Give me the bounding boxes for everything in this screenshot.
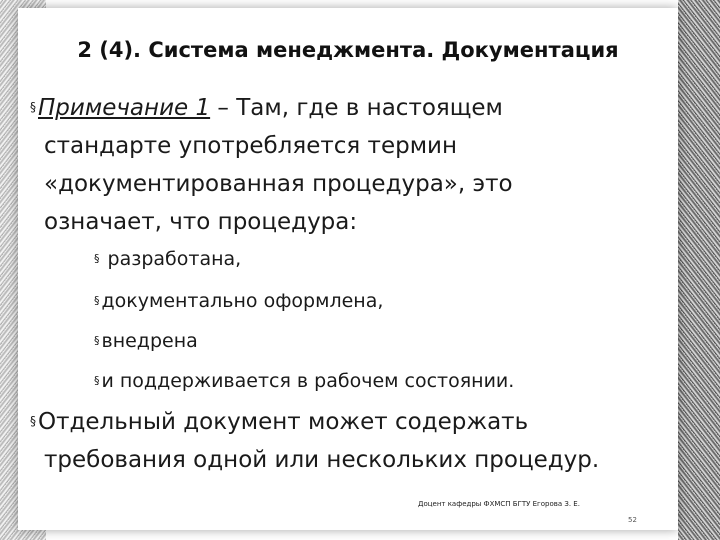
sub-item-1 (94, 246, 241, 272)
sub-item-text: внедрена (101, 330, 198, 352)
note-line-1-text: – Там, где в настоящем (210, 95, 503, 121)
sub-item-2 (94, 288, 383, 314)
sub-bullet: § (94, 294, 100, 307)
slide-frame (18, 8, 678, 530)
sub-item-3 (94, 328, 198, 354)
second-line-1 (30, 402, 630, 441)
note-line-1 (30, 88, 630, 127)
slide-title: 2 (4). Система менеджмента. Документация (77, 38, 619, 62)
sub-item-text: и поддерживается в рабочем состоянии. (101, 370, 515, 392)
note-line-3: «документированная процедура», это (44, 171, 513, 197)
second-paragraph (30, 402, 630, 479)
sub-item-text: разработана, (101, 248, 242, 270)
note-bullet: § (30, 100, 36, 114)
page-number: 52 (628, 516, 637, 524)
second-bullet: § (30, 414, 36, 428)
note-paragraph (30, 88, 630, 241)
right-decorative-border (678, 0, 720, 540)
note-line-4: означает, что процедура: (44, 209, 358, 235)
note-label: Примечание 1 (38, 95, 211, 121)
second-line-1-text: Отдельный документ может содержать (38, 409, 529, 435)
note-line-2: стандарте употребляется термин (44, 133, 458, 159)
sub-item-4 (94, 368, 514, 394)
second-line-2: требования одной или нескольких процедур. (44, 447, 600, 473)
sub-bullet: § (94, 374, 100, 387)
sub-item-text: документально оформлена, (101, 290, 384, 312)
sub-bullet: § (94, 334, 100, 347)
author-footer: Доцент кафедры ФХМСП БГТУ Егорова З. Е. (418, 500, 580, 508)
sub-bullet: § (94, 252, 100, 265)
